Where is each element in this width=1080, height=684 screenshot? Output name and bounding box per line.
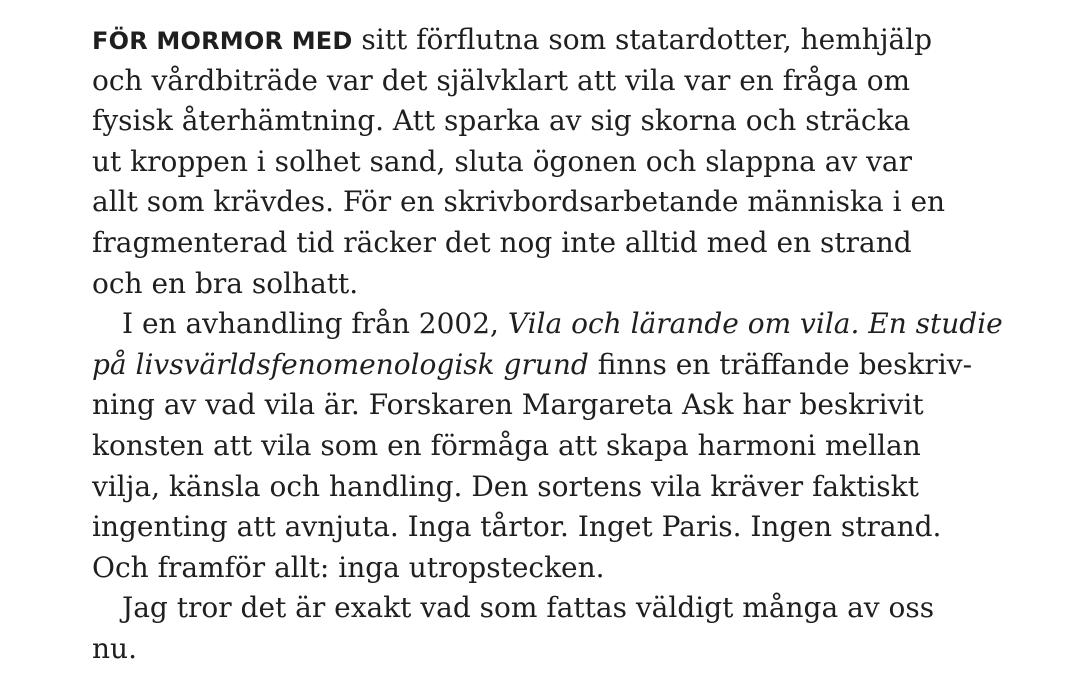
- thesis-title: på livsvärldsfenomenologisk grund: [92, 347, 589, 381]
- thesis-title: Vila och lärande om vila. En studie: [507, 307, 1003, 341]
- paragraph: [92, 588, 1012, 669]
- text-line: nu.: [92, 631, 137, 665]
- lead-in: FÖR MORMOR MED: [92, 27, 353, 55]
- text-line: och en bra solhatt.: [92, 266, 359, 300]
- text-line: ut kroppen i solhet sand, sluta ögonen och slappna av var: [92, 144, 913, 178]
- text-line: ning av vad vila är. Forskaren Margareta Ask har beskrivit: [92, 388, 924, 422]
- text-line: fysisk återhämtning. Att sparka av sig skorna och sträcka: [92, 104, 911, 138]
- text-line: Och framför allt: inga utropstecken.: [92, 550, 605, 584]
- text-line: FÖR MORMOR MED sitt förflutna som statardotter, hemhjälp: [92, 23, 933, 56]
- text-line: fragmenterad tid räcker det nog inte alltid med en strand: [92, 225, 912, 259]
- article-body: [92, 20, 1012, 670]
- text-line: allt som krävdes. För en skrivbordsarbetande människa i en: [92, 185, 946, 219]
- paragraph: [92, 20, 1012, 304]
- text-line: och vårdbiträde var det självklart att vila var en fråga om: [92, 63, 911, 97]
- text-line: på livsvärldsfenomenologisk grund finns en träffande beskriv-: [92, 347, 973, 381]
- text-line: Jag tror det är exakt vad som fattas väldigt många av oss: [122, 591, 935, 625]
- text-line: konsten att vila som en förmåga att skapa harmoni mellan: [92, 428, 921, 462]
- paragraph: [92, 304, 1012, 588]
- text-line: vilja, känsla och handling. Den sortens vila kräver faktiskt: [92, 469, 919, 503]
- text-line: I en avhandling från 2002, Vila och lärande om vila. En studie: [122, 307, 1003, 341]
- text-line: ingenting att avnjuta. Inga tårtor. Inget Paris. Ingen strand.: [92, 510, 942, 544]
